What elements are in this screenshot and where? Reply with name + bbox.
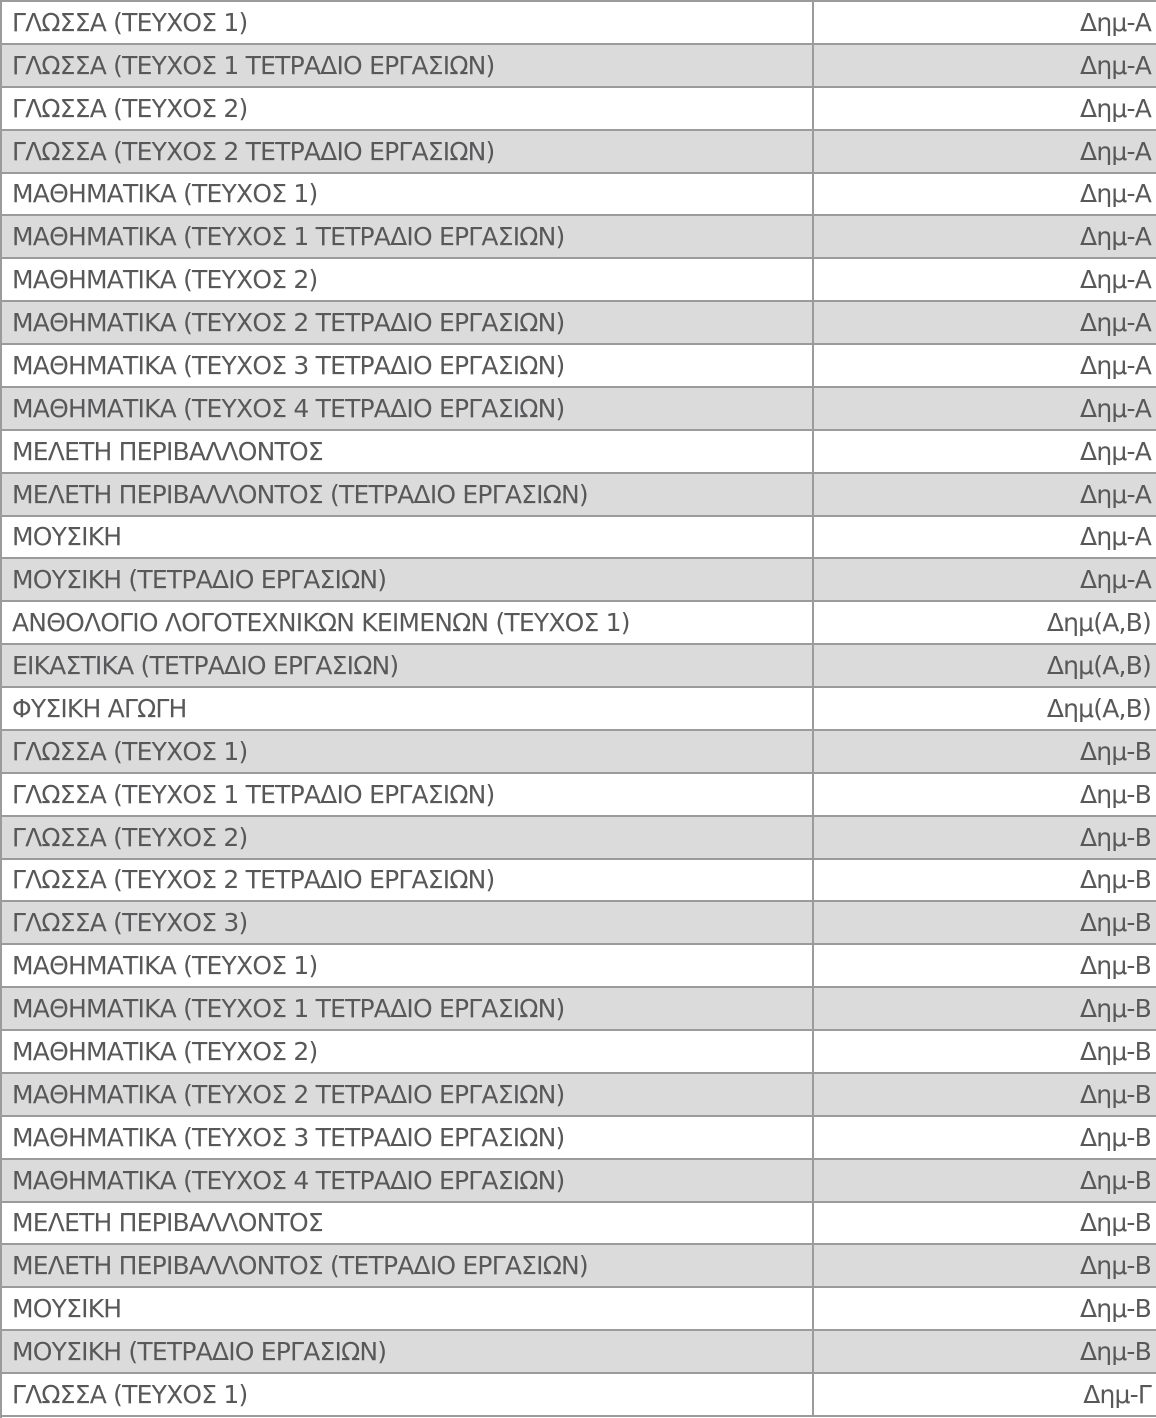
grade-cell xyxy=(814,1331,1156,1372)
grade-cell xyxy=(814,131,1156,172)
table-row xyxy=(2,45,1156,88)
grade-text: Δημ-Β xyxy=(1079,951,1151,981)
grade-cell xyxy=(814,817,1156,858)
table-row xyxy=(2,1245,1156,1288)
table-row xyxy=(2,345,1156,388)
table-row xyxy=(2,88,1156,131)
grade-cell xyxy=(814,602,1156,643)
book-title-cell xyxy=(2,302,814,343)
book-title-text: ΜΑΘΗΜΑΤΙΚΑ (ΤΕΥΧΟΣ 1 ΤΕΤΡΑΔΙΟ ΕΡΓΑΣΙΩΝ) xyxy=(12,994,565,1024)
book-title-cell xyxy=(2,345,814,386)
book-title-cell xyxy=(2,216,814,257)
book-title-text: ΜΕΛΕΤΗ ΠΕΡΙΒΑΛΛΟΝΤΟΣ xyxy=(12,436,323,466)
book-title-text: ΓΛΩΣΣΑ (ΤΕΥΧΟΣ 1) xyxy=(12,736,248,766)
book-title-cell xyxy=(2,1203,814,1244)
grade-cell xyxy=(814,1117,1156,1158)
book-title-cell xyxy=(2,860,814,901)
table-row xyxy=(2,1331,1156,1374)
table-row xyxy=(2,1288,1156,1331)
table-row xyxy=(2,1031,1156,1074)
grade-text: Δημ-Α xyxy=(1080,479,1151,509)
grade-cell xyxy=(814,88,1156,129)
book-title-text: ΜΑΘΗΜΑΤΙΚΑ (ΤΕΥΧΟΣ 2) xyxy=(12,265,318,295)
grade-text: Δημ-Α xyxy=(1080,93,1151,123)
book-title-text: ΜΑΘΗΜΑΤΙΚΑ (ΤΕΥΧΟΣ 3 ΤΕΤΡΑΔΙΟ ΕΡΓΑΣΙΩΝ) xyxy=(12,350,565,380)
book-title-cell xyxy=(2,902,814,943)
grade-text: Δημ(Α,Β) xyxy=(1046,693,1151,723)
table-row xyxy=(2,645,1156,688)
grade-cell xyxy=(814,216,1156,257)
book-title-text: ΓΛΩΣΣΑ (ΤΕΥΧΟΣ 3) xyxy=(12,908,248,938)
grade-cell xyxy=(814,1031,1156,1072)
grade-cell xyxy=(814,474,1156,515)
grade-cell xyxy=(814,688,1156,729)
grade-text: Δημ(Α,Β) xyxy=(1046,608,1151,638)
grade-text: Δημ(Α,Β) xyxy=(1046,651,1151,681)
grade-cell xyxy=(814,774,1156,815)
grade-cell xyxy=(814,860,1156,901)
book-title-cell xyxy=(2,1331,814,1372)
table-row xyxy=(2,902,1156,945)
table-row xyxy=(2,731,1156,774)
book-title-text: ΜΑΘΗΜΑΤΙΚΑ (ΤΕΥΧΟΣ 3 ΤΕΤΡΑΔΙΟ ΕΡΓΑΣΙΩΝ) xyxy=(12,1122,565,1152)
book-title-cell xyxy=(2,602,814,643)
book-title-text: ΜΑΘΗΜΑΤΙΚΑ (ΤΕΥΧΟΣ 4 ΤΕΤΡΑΔΙΟ ΕΡΓΑΣΙΩΝ) xyxy=(12,393,565,423)
book-title-cell xyxy=(2,431,814,472)
book-title-text: ΕΙΚΑΣΤΙΚΑ (ΤΕΤΡΑΔΙΟ ΕΡΓΑΣΙΩΝ) xyxy=(12,651,399,681)
grade-text: Δημ-Β xyxy=(1079,865,1151,895)
grade-cell xyxy=(814,645,1156,686)
book-title-text: ΓΛΩΣΣΑ (ΤΕΥΧΟΣ 1 ΤΕΤΡΑΔΙΟ ΕΡΓΑΣΙΩΝ) xyxy=(12,779,495,809)
book-title-text: ΓΛΩΣΣΑ (ΤΕΥΧΟΣ 1) xyxy=(12,7,248,37)
book-title-cell xyxy=(2,517,814,558)
book-title-cell xyxy=(2,1117,814,1158)
book-title-text: ΜΕΛΕΤΗ ΠΕΡΙΒΑΛΛΟΝΤΟΣ (ΤΕΤΡΑΔΙΟ ΕΡΓΑΣΙΩΝ) xyxy=(12,1251,588,1281)
grade-cell xyxy=(814,902,1156,943)
book-title-text: ΓΛΩΣΣΑ (ΤΕΥΧΟΣ 2) xyxy=(12,822,248,852)
grade-text: Δημ-Α xyxy=(1080,179,1151,209)
book-title-text: ΜΑΘΗΜΑΤΙΚΑ (ΤΕΥΧΟΣ 1 ΤΕΤΡΑΔΙΟ ΕΡΓΑΣΙΩΝ) xyxy=(12,222,565,252)
table-row xyxy=(2,131,1156,174)
book-title-cell xyxy=(2,1031,814,1072)
grade-cell xyxy=(814,1374,1156,1415)
book-title-cell xyxy=(2,731,814,772)
grade-cell xyxy=(814,2,1156,43)
book-title-text: ΓΛΩΣΣΑ (ΤΕΥΧΟΣ 1 ΤΕΤΡΑΔΙΟ ΕΡΓΑΣΙΩΝ) xyxy=(12,50,495,80)
grade-cell xyxy=(814,731,1156,772)
grade-text: Δημ-Α xyxy=(1080,7,1151,37)
book-title-cell xyxy=(2,174,814,215)
grade-text: Δημ-Β xyxy=(1079,1208,1151,1238)
table-row xyxy=(2,688,1156,731)
table-row xyxy=(2,988,1156,1031)
grade-text: Δημ-Β xyxy=(1079,779,1151,809)
table-row xyxy=(2,174,1156,217)
book-title-cell xyxy=(2,88,814,129)
book-title-cell xyxy=(2,988,814,1029)
grade-text: Δημ-Α xyxy=(1080,136,1151,166)
book-title-cell xyxy=(2,388,814,429)
table-row xyxy=(2,945,1156,988)
table-row xyxy=(2,1074,1156,1117)
grade-cell xyxy=(814,1245,1156,1286)
book-title-cell xyxy=(2,45,814,86)
book-title-cell xyxy=(2,2,814,43)
table-row xyxy=(2,517,1156,560)
table-row xyxy=(2,474,1156,517)
grade-cell xyxy=(814,174,1156,215)
book-title-cell xyxy=(2,1074,814,1115)
book-title-cell xyxy=(2,645,814,686)
grade-text: Δημ-Α xyxy=(1080,222,1151,252)
table-row xyxy=(2,302,1156,345)
grade-cell xyxy=(814,517,1156,558)
table-row xyxy=(2,388,1156,431)
grade-text: Δημ-Α xyxy=(1080,522,1151,552)
grade-text: Δημ-Β xyxy=(1079,1036,1151,1066)
book-title-text: ΜΕΛΕΤΗ ΠΕΡΙΒΑΛΛΟΝΤΟΣ (ΤΕΤΡΑΔΙΟ ΕΡΓΑΣΙΩΝ) xyxy=(12,479,588,509)
grade-cell xyxy=(814,259,1156,300)
book-title-cell xyxy=(2,1374,814,1415)
book-title-cell xyxy=(2,817,814,858)
book-title-cell xyxy=(2,259,814,300)
grade-cell xyxy=(814,988,1156,1029)
grade-text: Δημ-Β xyxy=(1079,994,1151,1024)
table-row xyxy=(2,860,1156,903)
book-title-text: ΜΟΥΣΙΚΗ (ΤΕΤΡΑΔΙΟ ΕΡΓΑΣΙΩΝ) xyxy=(12,1337,387,1367)
grade-cell xyxy=(814,559,1156,600)
table-row xyxy=(2,1203,1156,1246)
grade-text: Δημ-Α xyxy=(1080,436,1151,466)
grade-text: Δημ-Α xyxy=(1080,393,1151,423)
grade-text: Δημ-Α xyxy=(1080,565,1151,595)
grade-cell xyxy=(814,431,1156,472)
book-title-text: ΓΛΩΣΣΑ (ΤΕΥΧΟΣ 2 ΤΕΤΡΑΔΙΟ ΕΡΓΑΣΙΩΝ) xyxy=(12,136,495,166)
table-row xyxy=(2,559,1156,602)
book-title-text: ΑΝΘΟΛΟΓΙΟ ΛΟΓΟΤΕΧΝΙΚΩΝ ΚΕΙΜΕΝΩΝ (ΤΕΥΧΟΣ 1) xyxy=(12,608,630,638)
book-title-cell xyxy=(2,1160,814,1201)
table-row xyxy=(2,2,1156,45)
grade-text: Δημ-Β xyxy=(1079,1251,1151,1281)
grade-cell xyxy=(814,45,1156,86)
grade-cell xyxy=(814,1074,1156,1115)
grade-cell xyxy=(814,388,1156,429)
table-row xyxy=(2,774,1156,817)
grade-text: Δημ-Β xyxy=(1079,822,1151,852)
book-title-text: ΓΛΩΣΣΑ (ΤΕΥΧΟΣ 2 ΤΕΤΡΑΔΙΟ ΕΡΓΑΣΙΩΝ) xyxy=(12,865,495,895)
grade-cell xyxy=(814,1288,1156,1329)
grade-text: Δημ-Β xyxy=(1079,1122,1151,1152)
table-row xyxy=(2,602,1156,645)
book-title-text: ΜΑΘΗΜΑΤΙΚΑ (ΤΕΥΧΟΣ 1) xyxy=(12,951,318,981)
book-title-text: ΓΛΩΣΣΑ (ΤΕΥΧΟΣ 1) xyxy=(12,1379,248,1409)
table-row xyxy=(2,431,1156,474)
book-title-cell xyxy=(2,774,814,815)
book-title-text: ΓΛΩΣΣΑ (ΤΕΥΧΟΣ 2) xyxy=(12,93,248,123)
book-title-cell xyxy=(2,1288,814,1329)
book-title-text: ΜΟΥΣΙΚΗ (ΤΕΤΡΑΔΙΟ ΕΡΓΑΣΙΩΝ) xyxy=(12,565,387,595)
book-title-text: ΜΑΘΗΜΑΤΙΚΑ (ΤΕΥΧΟΣ 4 ΤΕΤΡΑΔΙΟ ΕΡΓΑΣΙΩΝ) xyxy=(12,1165,565,1195)
book-title-cell xyxy=(2,945,814,986)
grade-text: Δημ-Α xyxy=(1080,308,1151,338)
grade-cell xyxy=(814,345,1156,386)
book-title-cell xyxy=(2,1245,814,1286)
grade-cell xyxy=(814,945,1156,986)
grade-text: Δημ-Β xyxy=(1079,1337,1151,1367)
book-title-cell xyxy=(2,559,814,600)
table-row xyxy=(2,216,1156,259)
grade-text: Δημ-Β xyxy=(1079,736,1151,766)
grade-text: Δημ-Α xyxy=(1080,265,1151,295)
table-row xyxy=(2,1160,1156,1203)
table-row xyxy=(2,259,1156,302)
table-row xyxy=(2,1374,1156,1417)
grade-cell xyxy=(814,1160,1156,1201)
grade-text: Δημ-Β xyxy=(1079,908,1151,938)
grade-text: Δημ-Β xyxy=(1079,1079,1151,1109)
grade-text: Δημ-Β xyxy=(1079,1165,1151,1195)
grade-cell xyxy=(814,1203,1156,1244)
grade-text: Δημ-Α xyxy=(1080,50,1151,80)
book-title-text: ΜΟΥΣΙΚΗ xyxy=(12,1294,122,1324)
book-title-text: ΜΑΘΗΜΑΤΙΚΑ (ΤΕΥΧΟΣ 2 ΤΕΤΡΑΔΙΟ ΕΡΓΑΣΙΩΝ) xyxy=(12,308,565,338)
book-title-text: ΜΕΛΕΤΗ ΠΕΡΙΒΑΛΛΟΝΤΟΣ xyxy=(12,1208,323,1238)
book-title-text: ΜΑΘΗΜΑΤΙΚΑ (ΤΕΥΧΟΣ 1) xyxy=(12,179,318,209)
grade-text: Δημ-Β xyxy=(1079,1294,1151,1324)
book-title-cell xyxy=(2,131,814,172)
book-title-text: ΜΟΥΣΙΚΗ xyxy=(12,522,122,552)
book-title-cell xyxy=(2,688,814,729)
book-title-cell xyxy=(2,474,814,515)
grade-text: Δημ-Α xyxy=(1080,350,1151,380)
grade-text: Δημ-Γ xyxy=(1083,1379,1151,1409)
grade-cell xyxy=(814,302,1156,343)
table-row xyxy=(2,1117,1156,1160)
book-title-text: ΜΑΘΗΜΑΤΙΚΑ (ΤΕΥΧΟΣ 2 ΤΕΤΡΑΔΙΟ ΕΡΓΑΣΙΩΝ) xyxy=(12,1079,565,1109)
book-title-text: ΦΥΣΙΚΗ ΑΓΩΓΗ xyxy=(12,693,187,723)
book-title-text: ΜΑΘΗΜΑΤΙΚΑ (ΤΕΥΧΟΣ 2) xyxy=(12,1036,318,1066)
table-row xyxy=(2,817,1156,860)
